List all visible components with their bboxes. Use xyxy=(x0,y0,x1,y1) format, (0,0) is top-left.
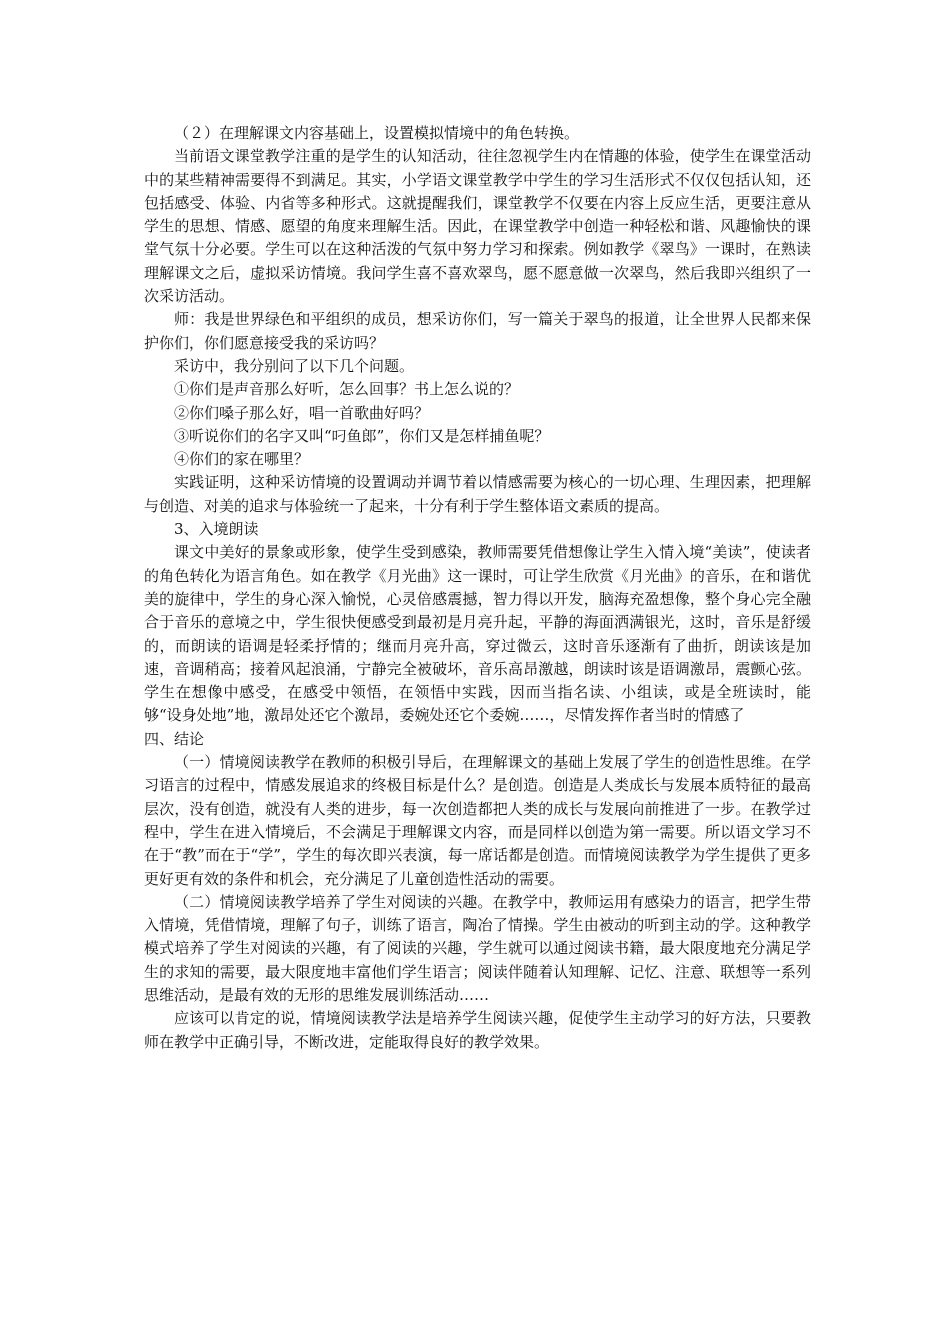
paragraph-classroom-atmosphere: 当前语文课堂教学注重的是学生的认知活动，往往忽视学生内在情趣的体验，使学生在课堂活动中的某些精神需要得不到满足。其实，小学语文课堂教学中学生的学习生活形式不仅仅包括认知，还包括感受、体验、内省等多种形式。这就提醒我们，课堂教学不仅要在内容上反应生活，更要注意从学生的思想、情感、愿望的角度来理解生活。因此，在课堂教学中创造一种轻松和谐、风趣愉快的课堂气氛十分必要。学生可以在这种活泼的气氛中努力学习和探索。例如教学《翠鸟》一课时，在熟读理解课文之后，虚拟采访情境。我问学生喜不喜欢翠鸟，愿不愿意做一次翠鸟，然后我即兴组织了一次采访活动。 xyxy=(144,147,811,306)
paragraph-practice-proof: 实践证明，这种采访情境的设置调动并调节着以情感需要为核心的一切心理、生理因素，把理解与创造、对美的追求与体验统一了起来，十分有利于学生整体语文素质的提高。 xyxy=(144,473,811,515)
list-item-question-4: ④你们的家在哪里？ xyxy=(174,450,310,469)
paragraph-conclusion-interest: （二）情境阅读教学培养了学生对阅读的兴趣。在教学中，教师运用有感染力的语言，把学生带入情境，凭借情境，理解了句子，训练了语言，陶冶了情操。学生由被动的听到主动的学。这种教学模式培养了学生对阅读的兴趣，有了阅读的兴趣，学生就可以通过阅读书籍，最大限度地充分满足学生的求知的需要，最大限度地丰富他们学生语言；阅读伴随着认知理解、记忆、注意、联想等一系列思维活动，是最有效的无形的思维发展训练活动…… xyxy=(144,892,811,1004)
paragraph-conclusion-creativity: （一）情境阅读教学在教师的积极引导后，在理解课文的基础上发展了学生的创造性思维。在学习语言的过程中，情感发展追求的终极目标是什么？是创造。创造是人类成长与发展本质特征的最高层次，没有创造，就没有人类的进步，每一次创造都把人类的成长与发展向前推进了一步。在教学过程中，学生在进入情境后，不会满足于理解课文内容，而是同样以创造为第一需要。所以语文学习不在于“教”而在于“学”，学生的每次即兴表演，每一席话都是创造。而情境阅读教学为学生提供了更多更好更有效的条件和机会，充分满足了儿童创造性活动的需要。 xyxy=(144,753,811,888)
paragraph-teacher-interview: 师：我是世界绿色和平组织的成员，想采访你们，写一篇关于翠鸟的报道，让全世界人民都来保护你们，你们愿意接受我的采访吗？ xyxy=(144,310,811,352)
paragraph-role-switch-heading: （２）在理解课文内容基础上，设置模拟情境中的角色转换。 xyxy=(174,124,580,142)
paragraph-moonlight-sonata: 课文中美好的景象或形象，使学生受到感染，教师需要凭借想像让学生入情入境“美读”，使读者的角色转化为语言角色。如在教学《月光曲》这一课时，可让学生欣赏《月光曲》的音乐，在和谐优美的旋律中，学生的身心深入愉悦，心灵倍感震撼，智力得以开发，脑海充盈想像，整个身心完全融合于音乐的意境之中，学生很快便感受到最初是月亮升起，平静的海面洒满银光，这时，音乐是舒缓的，而朗读的语调是轻柔抒情的；继而月亮升高，穿过微云，这时音乐逐渐有了曲折，朗读该是加速，音调稍高；接着风起浪涌，宁静完全被破坏，音乐高昂激越，朗读时该是语调激昂，震颤心弦。学生在想像中感受，在感受中领悟，在领悟中实践，因而当指名读、小组读，或是全班读时，能够“设身处地”地，激昂处还它个激昂，委婉处还它个委婉……，尽情发挥作者当时的情感了 xyxy=(144,543,811,725)
list-item-question-1: ①你们是声音那么好听，怎么回事？书上怎么说的？ xyxy=(174,380,520,399)
section-heading-immersive-reading: 3、入境朗读 xyxy=(174,520,259,539)
paragraph-interview-intro: 采访中，我分别问了以下几个问题。 xyxy=(174,356,415,375)
list-item-question-2: ②你们嗓子那么好，唱一首歌曲好吗？ xyxy=(174,403,430,422)
document-page xyxy=(144,122,811,1054)
section-heading-conclusion: 四、结论 xyxy=(144,729,205,748)
paragraph-final-statement: 应该可以肯定的说，情境阅读教学法是培养学生阅读兴趣，促使学生主动学习的好方法，只要教师在教学中正确引导，不断改进，定能取得良好的教学效果。 xyxy=(144,1009,811,1051)
list-item-question-3: ③听说你们的名字又叫“叼鱼郎”，你们又是怎样捕鱼呢？ xyxy=(174,426,550,445)
